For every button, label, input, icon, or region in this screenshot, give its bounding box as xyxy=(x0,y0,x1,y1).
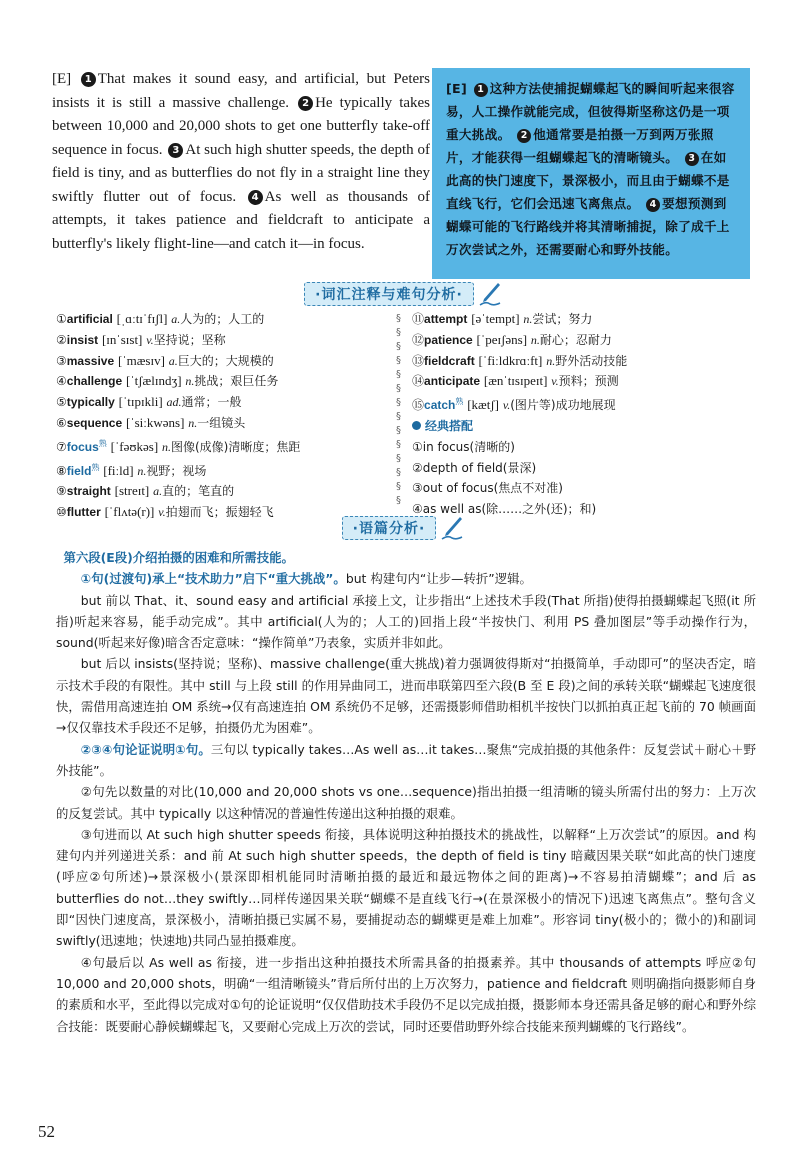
pen-icon xyxy=(440,515,464,541)
vocab-pos: n. xyxy=(162,439,171,454)
vocab-word: massive xyxy=(66,353,115,368)
vocab-word: attempt xyxy=(424,312,468,326)
vocab-definition: 坚持说；坚称 xyxy=(153,332,226,347)
vocab-phonetic: [ˈmæsɪv] xyxy=(117,352,165,368)
collocations-heading: 经典搭配 xyxy=(412,416,752,437)
vocab-word: straight xyxy=(66,484,111,499)
vocab-word: anticipate xyxy=(424,374,481,389)
english-sentence-1: That makes it sound easy, and artificial, but Peters insists it is still a massive challenge. xyxy=(52,71,431,111)
vocab-number: ① xyxy=(56,312,67,326)
vocab-word: artificial xyxy=(66,312,113,326)
analysis-paragraph-7: ④句最后以 As well as 衔接，进一步指出这种拍摄技术所需具备的拍摄素养。其中 thousands of attempts 呼应②句 10,000 and 20,000 shots，明确“一组清晰镜头”背后所付出的上万次努力，patience and fieldcraft 则明确指向摄影师自身的素质和水平，至此得以完成对①句的论证说明“仅仅借助技术手段仍不足以完成拍摄，摄影师本身还需具备足够的耐心和野外综合技能：既要耐心静候蝴蝶起飞，又要耐心完成上万次的尝试，同时还要借助野外综合技能来预判蝴蝶的飞行路线”。 xyxy=(56,954,756,1034)
vocab-phonetic: [ˌɑːtɪˈfɪʃl] xyxy=(116,311,168,326)
sentence-marker-3: 3 xyxy=(168,143,183,158)
familiar-word-badge: 熟 xyxy=(98,438,107,448)
vocab-phonetic: [ˈpeɪʃəns] xyxy=(476,331,528,347)
analysis-paragraph-5: ②句先以数量的对比(10,000 and 20,000 shots vs one…sequence)指出拍摄一组清晰的镜头所需付出的努力：上万次的反复尝试。其中 typically 以这种情况的普遍性传递出这种拍摄的艰难。 xyxy=(56,784,756,821)
vocab-number: ⑫ xyxy=(412,332,425,347)
vocab-number: ② xyxy=(56,332,67,347)
analysis-heading: 第六段(E段)介绍拍摄的困难和所需技能。 xyxy=(63,550,294,565)
vocab-number: ⑩ xyxy=(56,505,67,520)
vocab-phonetic: [əˈtempt] xyxy=(471,311,520,326)
vocab-number: ⑭ xyxy=(412,374,425,389)
vocab-entry xyxy=(56,481,386,502)
vocab-number: ⑥ xyxy=(56,415,67,430)
vocab-pos: v. xyxy=(158,505,166,520)
english-sentence-2: He typically takes between 10,000 and 20,000 shots to get one butterfly take-off sequence in focus. xyxy=(52,94,431,158)
collocation-item: ②depth of field(景深) xyxy=(412,460,537,475)
vocab-word: sequence xyxy=(66,415,123,430)
translation-sentence-1: 这种方法使捕捉蝴蝶起飞的瞬间听起来很容易，人工操作就能完成，但彼得斯坚称这仍是一项重大挑战。 xyxy=(446,81,735,142)
vocab-number: ⑮ xyxy=(412,398,425,413)
vocab-definition: 挑战；艰巨任务 xyxy=(194,374,279,389)
vocab-word: flutter xyxy=(66,505,101,520)
vocab-definition: 直的；笔直的 xyxy=(162,484,235,499)
vocab-phonetic: [ˈtɪpɪkli] xyxy=(118,394,163,410)
vocab-entry xyxy=(56,371,386,392)
vocab-phonetic: [kætʃ] xyxy=(467,397,499,413)
translation-sentence-4: 要想预测到蝴蝶可能的飞行路线并将其清晰捕捉，除了成千上万次尝试之外，还需要耐心和野外技能。 xyxy=(446,196,730,257)
vocab-phonetic: [ˈfiːldkrɑːft] xyxy=(478,352,543,368)
vocab-entry xyxy=(412,330,752,351)
translation-sentence-2: 他通常要是拍摄一万到两万张照片，才能获得一组蝴蝶起飞的清晰镜头。 xyxy=(446,127,714,165)
vocab-entry xyxy=(56,413,386,434)
collocation-item: ④as well as(除……之外(还)；和) xyxy=(412,502,597,517)
vocab-definition: (图片等)成功地展现 xyxy=(510,398,616,413)
vocab-word: field xyxy=(66,463,92,478)
english-sentence-3: At such high shutter speeds, the depth of field is tiny, and as butterflies do not fly in a straight line they swiftly flutter out of focus. xyxy=(52,141,430,205)
analysis-section-title xyxy=(296,516,510,540)
vocab-phonetic: [fiːld] xyxy=(103,462,134,478)
vocab-definition: 人为的；人工的 xyxy=(180,312,265,326)
vocab-phonetic: [ˈflʌtə(r)] xyxy=(104,504,155,520)
vocab-definition: 图像(成像)清晰度；焦距 xyxy=(171,439,301,454)
vocab-list-right xyxy=(412,309,752,520)
analysis-body xyxy=(56,547,756,1037)
vocab-definition: 巨大的；大规模的 xyxy=(177,353,274,368)
analysis-paragraph-4: ②③④句论证说明①句。三句以 typically takes…As well as…it takes…聚焦“完成拍摄的其他条件：反复尝试＋耐心＋野外技能”。 xyxy=(56,741,757,778)
vocab-word: typically xyxy=(66,395,115,410)
vocab-phonetic: [ˈsiːkwəns] xyxy=(125,414,185,430)
translation-sentence-3: 在如此高的快门速度下，景深极小，而且由于蝴蝶不是直线飞行，它们会迅速飞离焦点。 xyxy=(446,150,730,211)
vocab-number: ④ xyxy=(56,374,67,389)
page-number: 52 xyxy=(38,1122,55,1141)
analysis-title-label: ·语篇分析· xyxy=(342,516,437,540)
english-paragraph xyxy=(52,68,430,256)
english-sentence-4: As well as thousands of attempts, it takes patience and fieldcraft to anticipate a butterfly's likely flight-line—and catch it—in focus. xyxy=(52,188,430,252)
vocab-pos: a. xyxy=(153,484,163,499)
vocab-entry xyxy=(56,351,386,372)
vocab-definition: 尝试；努力 xyxy=(532,312,593,326)
vocab-entry xyxy=(412,351,752,372)
analysis-paragraph-2: but 前以 That、it、sound easy and artificial 承接上文，让步指出“上述技术手段(That 所指)使得拍摄蝴蝶起飞照(it 所指)听起来容易，能手动完成”。其中 artificial(人为的；人工的)回指上段“半按快门、利用 PS 叠加图层”等手动操作行为，sound(听起来好像)暗含否定意味：“操作简单”乃表象，实质并非如此。 xyxy=(56,592,756,651)
vocab-word: insist xyxy=(66,332,99,347)
vocab-pos: v. xyxy=(146,332,154,347)
vocab-number: ⑤ xyxy=(56,395,67,410)
sentence-marker-4: 4 xyxy=(248,190,263,205)
vocab-definition: 拍翅而飞；振翅轻飞 xyxy=(165,505,274,520)
vocab-phonetic: [ænˈtɪsɪpeɪt] xyxy=(483,373,548,389)
vocab-entry xyxy=(56,309,386,330)
vocab-phonetic: [streɪt] xyxy=(114,483,150,499)
sentence-marker-1: 1 xyxy=(81,72,96,87)
translation-tag: [E] xyxy=(446,81,468,96)
translation-marker-3: 3 xyxy=(685,152,699,166)
vocab-word: focus xyxy=(66,439,99,454)
vocab-number: ⑧ xyxy=(56,463,67,478)
vocab-pos: n. xyxy=(188,415,198,430)
translation-marker-1: 1 xyxy=(474,83,488,97)
collocation-item: ③out of focus(焦点不对准) xyxy=(412,481,563,496)
column-divider: § § § § § § § § § § § § § § xyxy=(396,313,401,506)
vocab-number: ⑬ xyxy=(412,353,425,368)
vocab-entry xyxy=(56,330,386,351)
vocab-pos: v. xyxy=(551,374,559,389)
vocab-pos: n. xyxy=(530,332,540,347)
vocab-number: ⑦ xyxy=(56,439,67,454)
vocab-definition: 耐心；忍耐力 xyxy=(539,332,612,347)
vocab-list-left xyxy=(56,309,386,523)
vocab-pos: n. xyxy=(523,312,533,326)
analysis-paragraph-3: but 后以 insists(坚持说；坚称)、massive challenge(重大挑战)着力强调彼得斯对“拍摄简单，手动即可”的坚决否定，暗示技术手段的有限性。其中 still 与上段 still 的作用异曲同工，进而串联第四至六段(B 至 E 段)之间的承转关联“蝴蝶起飞速度很快，需借用高速连拍 OM 系统→仅有高速连拍 OM 系统仍不足够，还需摄影师借助相机半按快门以抓拍真正起飞前的 70 帧画面→仅仅靠技术手段还不足够，拍摄仍尤为困难”。 xyxy=(56,656,756,736)
vocab-pos: a. xyxy=(171,312,181,326)
vocab-pos: a. xyxy=(168,353,178,368)
vocab-entry xyxy=(412,309,752,330)
vocab-entry xyxy=(56,458,386,482)
vocab-entry xyxy=(56,392,386,413)
translation-marker-2: 2 xyxy=(517,129,531,143)
vocab-pos: ad. xyxy=(166,395,182,410)
vocab-phonetic: [ˈtʃælɪndʒ] xyxy=(125,373,182,389)
analysis-paragraph-6: ③句进而以 At such high shutter speeds 衔接，具体说明这种拍摄技术的挑战性，以解释“上万次尝试”的原因。and 构建句内并列递进关系：and 前 At such high shutter speeds，the depth of field is tiny 暗藏因果关联“如此高的快门速度(呼应②句所述)→景深极小(景深即相机能同时清晰拍摄的最近和最远物体之间的距离)→不容易拍清蝴蝶”；and 后 as butterflies do not…they swiftly…同样传递因果关联“蝴蝶不是直线飞行→(在景深极小的情况下)迅速飞离焦点”。整句含义即“因快门速度高，景深极小，清晰拍摄已实属不易，要捕捉动态的蝴蝶更是难上加难”。形容词 tiny(极小的；微小的)和副词 swiftly(迅速地；快速地)共同凸显拍摄难度。 xyxy=(56,826,756,949)
vocab-definition: 视野；视场 xyxy=(146,463,207,478)
vocab-number: ③ xyxy=(56,353,67,368)
familiar-word-badge: 熟 xyxy=(91,462,100,472)
vocab-word: fieldcraft xyxy=(424,353,475,368)
vocab-number: ⑪ xyxy=(412,312,425,326)
analysis-paragraph-1: ①句(过渡句)承上“技术助力”启下“重大挑战”。but 构建句内“让步—转折”逻辑。 xyxy=(80,571,532,587)
vocab-phonetic: [ɪnˈsɪst] xyxy=(101,331,143,347)
translation-marker-4: 4 xyxy=(646,198,660,212)
vocab-definition: 野外活动技能 xyxy=(555,353,628,368)
vocab-phonetic: [ˈfəʊkəs] xyxy=(110,438,159,454)
vocab-number: ⑨ xyxy=(56,484,67,499)
vocab-entry xyxy=(56,434,386,458)
vocab-pos: n. xyxy=(137,463,147,478)
translation-box xyxy=(432,68,750,279)
vocab-section-title xyxy=(296,282,510,306)
vocab-pos: n. xyxy=(546,353,556,368)
vocab-word: catch xyxy=(424,398,456,413)
vocab-definition: 一组镜头 xyxy=(197,415,246,430)
vocab-pos: n. xyxy=(185,374,195,389)
vocab-definition: 通常；一般 xyxy=(181,395,242,410)
vocab-word: patience xyxy=(424,332,473,347)
vocab-pos: v. xyxy=(502,398,511,413)
vocab-definition: 预料；预测 xyxy=(558,374,619,389)
collocation-item: ①in focus(清晰的) xyxy=(412,439,515,454)
vocab-title-label: ·词汇注释与难句分析· xyxy=(304,282,474,306)
sentence-marker-2: 2 xyxy=(298,96,313,111)
vocab-entry xyxy=(412,371,752,392)
familiar-word-badge: 熟 xyxy=(455,397,464,407)
paragraph-tag: [E] xyxy=(52,71,72,87)
vocab-entry xyxy=(412,392,752,416)
vocab-word: challenge xyxy=(66,374,123,389)
bullet-icon xyxy=(412,421,421,430)
pen-icon xyxy=(478,281,502,307)
